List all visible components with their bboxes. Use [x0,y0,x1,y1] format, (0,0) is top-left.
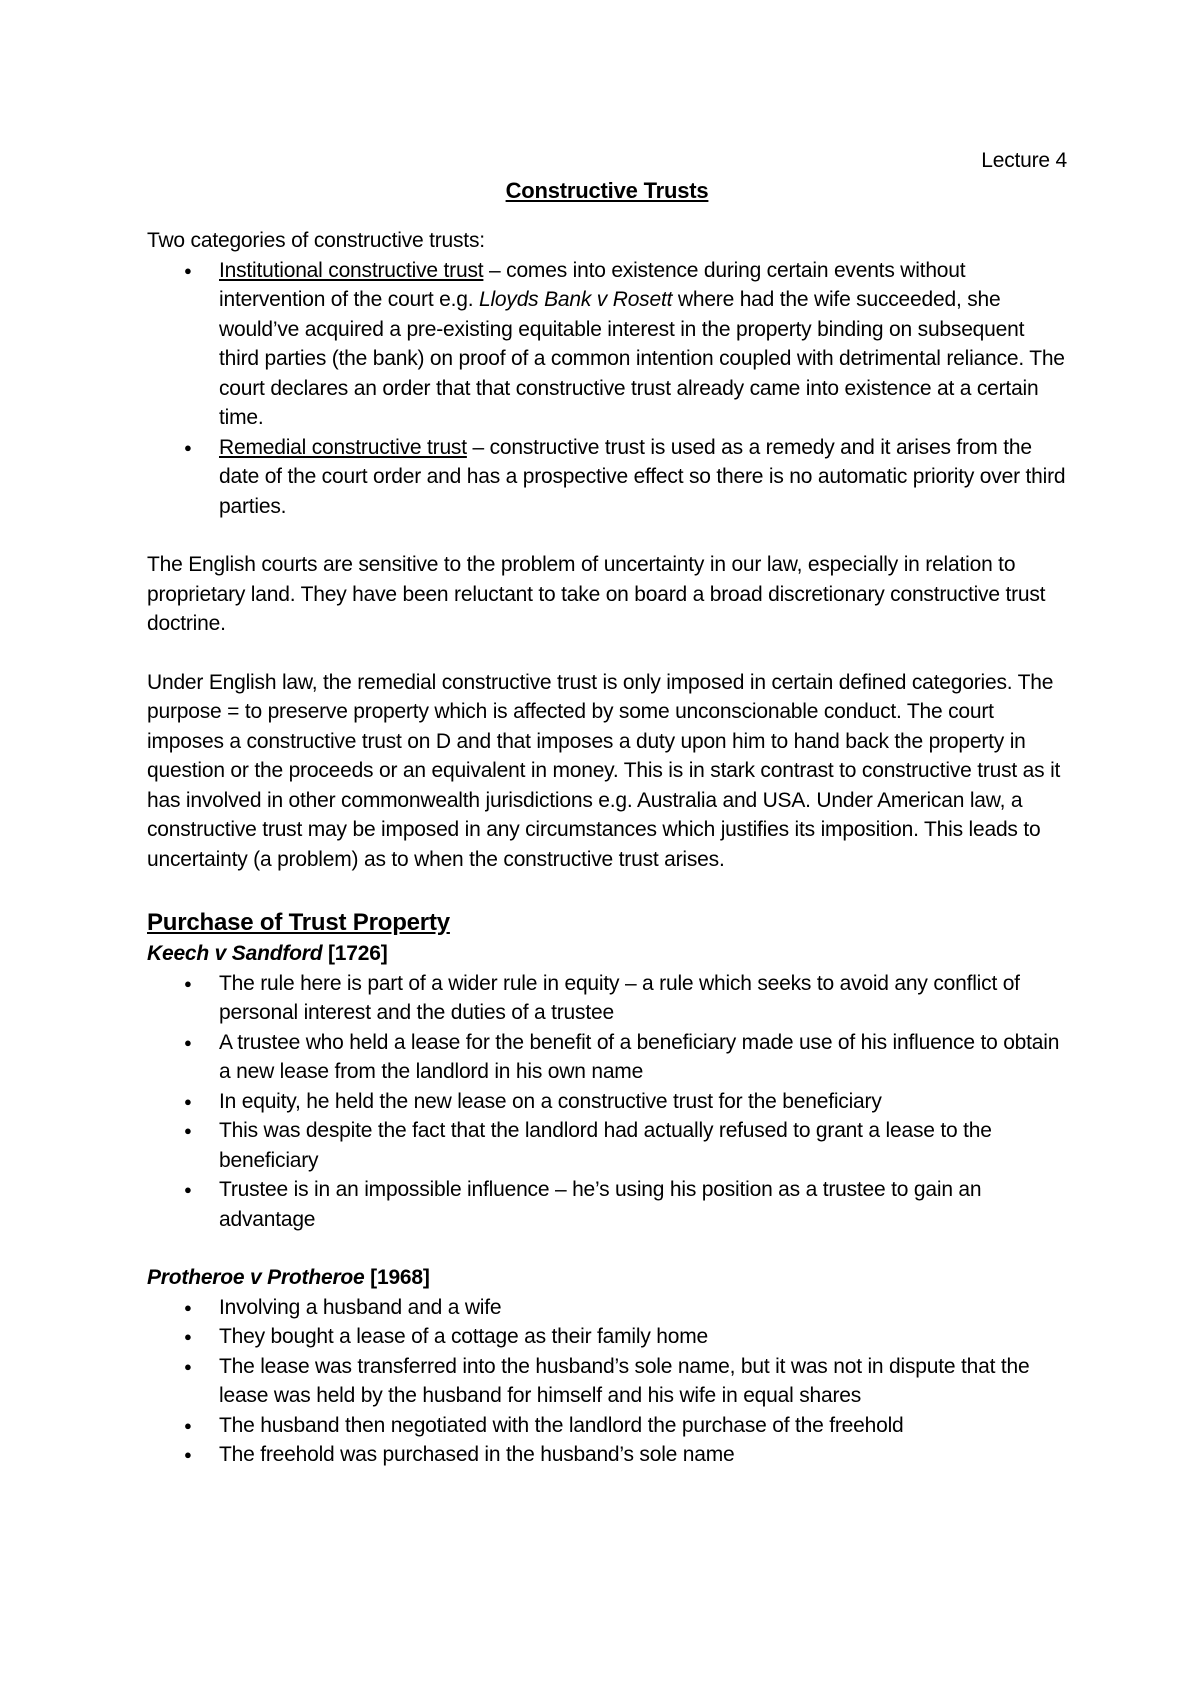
list-item: ● The rule here is part of a wider rule in equity – a rule which seeks to avoid any conflict of personal interest and the duties of a trustee [147,969,1067,1028]
document-page [147,146,1067,1470]
paragraph: Under English law, the remedial constructive trust is only imposed in certain defined categories. The purpose = to preserve property which is affected by some unconscionable conduct. The court imposes a constructive trust on D and that imposes a duty upon him to hand back the property in question or the proceeds or an equivalent in money. This is in stark contrast to constructive trust as it has involved in other commonwealth jurisdictions e.g. Australia and USA. Under American law, a constructive trust may be imposed in any circumstances which justifies its imposition. This leads to uncertainty (a problem) as to when the constructive trust arises. [147,670,1061,871]
page-title: Constructive Trusts [505,177,709,203]
category-text: – constructive trust is used as a remedy and it arises from the date of the court order and has a prospective effect so there is no automatic priority over third parties. [219,435,1066,518]
category-text: – comes into existence during certain events without intervention of the court e.g. [219,258,966,311]
list-item: ● This was despite the fact that the landlord had actually refused to grant a lease to the beneficiary [147,1116,1067,1175]
category-term: Institutional constructive trust [219,258,484,282]
case-name: Keech v Sandford [147,942,323,965]
case-points-list [147,1293,1067,1470]
case-year: [1968] [364,1266,430,1289]
case-heading [147,1263,1067,1293]
case-heading [147,939,1067,969]
intro-lead: Two categories of constructive trusts: [147,229,485,252]
list-item: ● The freehold was purchased in the husband’s sole name [147,1440,1067,1470]
paragraph: The English courts are sensitive to the problem of uncertainty in our law, especially in relation to proprietary land. They have been reluctant to take on board a broad discretionary constructive trust doctrine. [147,553,1046,635]
list-item: ● The husband then negotiated with the landlord the purchase of the freehold [147,1411,1067,1441]
case-year: [1726] [322,942,388,965]
case-name: Protheroe v Protheroe [147,1266,365,1289]
section-heading: Purchase of Trust Property [147,909,450,936]
case-reference: Lloyds Bank v Rosett [478,288,673,311]
list-item: ● A trustee who held a lease for the benefit of a beneficiary made use of his influence to obtain a new lease from the landlord in his own name [147,1028,1067,1087]
list-item: ● Involving a husband and a wife [147,1293,1067,1323]
category-term: Remedial constructive trust [219,435,467,459]
case-points-list [147,969,1067,1235]
list-item [147,433,1067,522]
list-item: ● Trustee is in an impossible influence – he’s using his position as a trustee to gain an advantage [147,1175,1067,1234]
lecture-number: Lecture 4 [981,149,1067,172]
list-item: ● The lease was transferred into the husband’s sole name, but it was not in dispute that the lease was held by the husband for himself and his wife in equal shares [147,1352,1067,1411]
category-text: where had the wife succeeded, she would’ve acquired a pre-existing equitable interest in the property binding on subsequent third parties (the bank) on proof of a common intention coupled with detrimental reliance. The court declares an order that that constructive trust already came into existence at a certain time. [219,288,1065,429]
list-item [147,256,1067,433]
categories-list [147,256,1067,522]
list-item: ● They bought a lease of a cottage as their family home [147,1322,1067,1352]
list-item: ● In equity, he held the new lease on a constructive trust for the beneficiary [147,1087,1067,1117]
